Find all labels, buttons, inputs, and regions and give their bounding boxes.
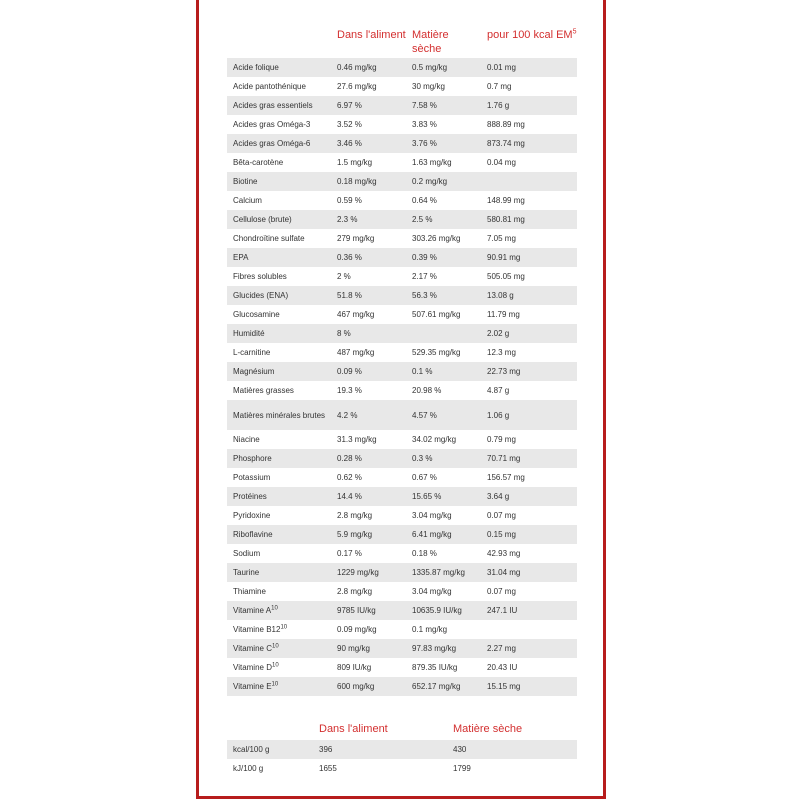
table-row xyxy=(227,430,577,449)
energy-table xyxy=(227,718,577,778)
value-dry-matter: 0.67 % xyxy=(406,468,481,487)
value-as-fed: 4.2 % xyxy=(331,400,406,430)
value-as-fed: 0.18 mg/kg xyxy=(331,172,406,191)
nutrient-name: Pyridoxine xyxy=(227,506,331,525)
footnote-ref: 10 xyxy=(280,624,288,631)
table-row xyxy=(227,153,577,172)
value-dry-matter: 0.1 mg/kg xyxy=(406,620,481,639)
nutrition-panel xyxy=(196,0,606,799)
value-as-fed: 809 IU/kg xyxy=(331,658,406,677)
value-dry-matter: 3.04 mg/kg xyxy=(406,506,481,525)
value-dry-matter: 20.98 % xyxy=(406,381,481,400)
nutrient-name: Acides gras Oméga-3 xyxy=(227,115,331,134)
footnote-ref: 10 xyxy=(271,681,279,688)
value-dry-matter: 30 mg/kg xyxy=(406,77,481,96)
value-per-100kcal: 0.01 mg xyxy=(481,58,577,77)
value-dry-matter: 0.3 % xyxy=(406,449,481,468)
value-as-fed: 6.97 % xyxy=(331,96,406,115)
value-per-100kcal: 0.7 mg xyxy=(481,77,577,96)
value-as-fed: 2 % xyxy=(331,267,406,286)
table-row xyxy=(227,601,577,620)
value-per-100kcal: 11.79 mg xyxy=(481,305,577,324)
value-dry-matter: 0.1 % xyxy=(406,362,481,381)
table-row xyxy=(227,525,577,544)
value-as-fed: 0.09 % xyxy=(331,362,406,381)
value-per-100kcal: 0.04 mg xyxy=(481,153,577,172)
value-per-100kcal: 1.06 g xyxy=(481,400,577,430)
nutrient-name: Potassium xyxy=(227,468,331,487)
value-as-fed: 14.4 % xyxy=(331,487,406,506)
value-dry-matter: 3.76 % xyxy=(406,134,481,153)
value-as-fed: 2.8 mg/kg xyxy=(331,506,406,525)
energy-table-body xyxy=(227,740,577,778)
nutrient-name: Taurine xyxy=(227,563,331,582)
table-row xyxy=(227,134,577,153)
value-per-100kcal: 7.05 mg xyxy=(481,229,577,248)
nutrient-name: Protéines xyxy=(227,487,331,506)
value-dry-matter: 1335.87 mg/kg xyxy=(406,563,481,582)
table-row xyxy=(227,506,577,525)
header-footnote: 5 xyxy=(572,28,577,36)
value-per-100kcal: 13.08 g xyxy=(481,286,577,305)
energy-row xyxy=(227,759,577,778)
header-per-100kcal: pour 100 kcal $EM^5$ xyxy=(487,28,577,41)
value-per-100kcal: 90.91 mg xyxy=(481,248,577,267)
table-row xyxy=(227,172,577,191)
value-dry-matter: 529.35 mg/kg xyxy=(406,343,481,362)
value-as-fed: 0.62 % xyxy=(331,468,406,487)
table-row xyxy=(227,77,577,96)
value-dry-matter: 879.35 IU/kg xyxy=(406,658,481,677)
value-dry-matter: 507.61 mg/kg xyxy=(406,305,481,324)
value-dry-matter: 3.83 % xyxy=(406,115,481,134)
value-dry-matter: 652.17 mg/kg xyxy=(406,677,481,696)
value-as-fed: 90 mg/kg xyxy=(331,639,406,658)
value-as-fed: 19.3 % xyxy=(331,381,406,400)
value-as-fed: 2.3 % xyxy=(331,210,406,229)
value-per-100kcal: 0.79 mg xyxy=(481,430,577,449)
value-as-fed: 3.46 % xyxy=(331,134,406,153)
table-row xyxy=(227,544,577,563)
nutrient-name: Biotine xyxy=(227,172,331,191)
table-row xyxy=(227,449,577,468)
value-per-100kcal: 505.05 mg xyxy=(481,267,577,286)
nutrient-name: Niacine xyxy=(227,430,331,449)
value-as-fed: 5.9 mg/kg xyxy=(331,525,406,544)
value-per-100kcal: 22.73 mg xyxy=(481,362,577,381)
value-dry-matter: 34.02 mg/kg xyxy=(406,430,481,449)
footnote-ref: 10 xyxy=(271,643,279,650)
value-dry-matter: 7.58 % xyxy=(406,96,481,115)
value-per-100kcal: 31.04 mg xyxy=(481,563,577,582)
value-per-100kcal: 2.02 g xyxy=(481,324,577,343)
value-dry-matter: 0.18 % xyxy=(406,544,481,563)
energy-dry-matter: 1799 xyxy=(453,764,471,773)
value-as-fed: 600 mg/kg xyxy=(331,677,406,696)
energy-header-name xyxy=(227,718,313,740)
header-as-fed: Dans l'aliment xyxy=(337,29,406,41)
table-row xyxy=(227,563,577,582)
value-as-fed: 0.28 % xyxy=(331,449,406,468)
nutrient-name: Chondroïtine sulfate xyxy=(227,229,331,248)
value-per-100kcal: 2.27 mg xyxy=(481,639,577,658)
energy-header-dry-matter: Matière sèche xyxy=(453,723,523,735)
value-per-100kcal: 42.93 mg xyxy=(481,544,577,563)
footnote-ref: 10 xyxy=(271,662,279,669)
table-row xyxy=(227,96,577,115)
value-as-fed: 2.8 mg/kg xyxy=(331,582,406,601)
header-name xyxy=(227,0,331,58)
value-as-fed: 8 % xyxy=(331,324,406,343)
value-as-fed: 0.09 mg/kg xyxy=(331,620,406,639)
nutrient-name: Riboflavine xyxy=(227,525,331,544)
table-row xyxy=(227,305,577,324)
value-as-fed: 31.3 mg/kg xyxy=(331,430,406,449)
value-dry-matter: 10635.9 IU/kg xyxy=(406,601,481,620)
value-dry-matter: 1.63 mg/kg xyxy=(406,153,481,172)
value-dry-matter: 303.26 mg/kg xyxy=(406,229,481,248)
table-row xyxy=(227,58,577,77)
value-dry-matter xyxy=(406,324,481,343)
nutrient-name: Acide pantothénique xyxy=(227,77,331,96)
nutrient-name: Vitamine $E^{10}$ xyxy=(227,677,331,696)
value-per-100kcal: 156.57 mg xyxy=(481,468,577,487)
value-dry-matter: 6.41 mg/kg xyxy=(406,525,481,544)
value-per-100kcal: 0.07 mg xyxy=(481,506,577,525)
nutrient-name: Acides gras essentiels xyxy=(227,96,331,115)
value-per-100kcal: 0.07 mg xyxy=(481,582,577,601)
value-per-100kcal: 12.3 mg xyxy=(481,343,577,362)
energy-unit: kJ/100 g xyxy=(233,764,264,773)
value-dry-matter: 2.17 % xyxy=(406,267,481,286)
value-as-fed: 0.59 % xyxy=(331,191,406,210)
nutrient-name: Vitamine $D^{10}$ xyxy=(227,658,331,677)
value-as-fed: 27.6 mg/kg xyxy=(331,77,406,96)
value-dry-matter: 97.83 mg/kg xyxy=(406,639,481,658)
nutrient-name: Glucides (ENA) xyxy=(227,286,331,305)
nutrient-name: Acide folique xyxy=(227,58,331,77)
nutrient-name: Vitamine $A^{10}$ xyxy=(227,601,331,620)
value-per-100kcal: 70.71 mg xyxy=(481,449,577,468)
value-as-fed: 487 mg/kg xyxy=(331,343,406,362)
energy-header-as-fed: Dans l'aliment xyxy=(319,723,388,735)
nutrient-name: Humidité xyxy=(227,324,331,343)
nutrient-name: Phosphore xyxy=(227,449,331,468)
value-as-fed: 0.46 mg/kg xyxy=(331,58,406,77)
nutrient-table-body xyxy=(227,58,577,696)
value-dry-matter: 0.39 % xyxy=(406,248,481,267)
nutrient-name: L-carnitine xyxy=(227,343,331,362)
energy-table-header xyxy=(227,718,577,740)
value-dry-matter: 0.2 mg/kg xyxy=(406,172,481,191)
value-per-100kcal: 247.1 IU xyxy=(481,601,577,620)
footnote-ref: 10 xyxy=(271,605,278,612)
value-per-100kcal: 4.87 g xyxy=(481,381,577,400)
table-row xyxy=(227,324,577,343)
table-row xyxy=(227,286,577,305)
value-per-100kcal xyxy=(481,620,577,639)
nutrient-name: Glucosamine xyxy=(227,305,331,324)
nutrient-name: Matières grasses xyxy=(227,381,331,400)
value-as-fed: 1.5 mg/kg xyxy=(331,153,406,172)
energy-row xyxy=(227,740,577,759)
energy-as-fed: 1655 xyxy=(319,764,337,773)
value-per-100kcal: 148.99 mg xyxy=(481,191,577,210)
table-row xyxy=(227,487,577,506)
nutrient-name: Sodium xyxy=(227,544,331,563)
table-row xyxy=(227,362,577,381)
value-dry-matter: 0.64 % xyxy=(406,191,481,210)
value-dry-matter: 4.57 % xyxy=(406,400,481,430)
nutrient-name: Matières minérales brutes xyxy=(227,400,331,430)
value-per-100kcal: 1.76 g xyxy=(481,96,577,115)
value-dry-matter: 0.5 mg/kg xyxy=(406,58,481,77)
nutrient-name: Bêta-carotène xyxy=(227,153,331,172)
nutrient-name: Fibres solubles xyxy=(227,267,331,286)
value-dry-matter: 3.04 mg/kg xyxy=(406,582,481,601)
nutrient-table xyxy=(227,0,577,696)
value-per-100kcal: 580.81 mg xyxy=(481,210,577,229)
table-row xyxy=(227,677,577,696)
table-row xyxy=(227,115,577,134)
nutrient-name: Cellulose (brute) xyxy=(227,210,331,229)
table-row xyxy=(227,582,577,601)
table-row xyxy=(227,620,577,639)
value-as-fed: 51.8 % xyxy=(331,286,406,305)
nutrient-name: Vitamine $B12^{10}$ xyxy=(227,620,331,639)
table-row xyxy=(227,658,577,677)
nutrient-name: Vitamine $C^{10}$ xyxy=(227,639,331,658)
nutrition-content xyxy=(227,0,577,778)
table-row xyxy=(227,343,577,362)
value-per-100kcal: 888.89 mg xyxy=(481,115,577,134)
value-per-100kcal: 15.15 mg xyxy=(481,677,577,696)
table-row xyxy=(227,639,577,658)
table-row xyxy=(227,468,577,487)
nutrient-name: Thiamine xyxy=(227,582,331,601)
value-dry-matter: 15.65 % xyxy=(406,487,481,506)
table-row xyxy=(227,210,577,229)
value-as-fed: 9785 IU/kg xyxy=(331,601,406,620)
header-dry-matter: Matière sèche xyxy=(412,29,449,55)
value-per-100kcal: 20.43 IU xyxy=(481,658,577,677)
value-dry-matter: 2.5 % xyxy=(406,210,481,229)
nutrient-name: Calcium xyxy=(227,191,331,210)
value-per-100kcal: 873.74 mg xyxy=(481,134,577,153)
value-per-100kcal xyxy=(481,172,577,191)
value-as-fed: 467 mg/kg xyxy=(331,305,406,324)
nutrient-table-header xyxy=(227,0,577,58)
value-dry-matter: 56.3 % xyxy=(406,286,481,305)
value-as-fed: 3.52 % xyxy=(331,115,406,134)
table-row xyxy=(227,191,577,210)
table-row xyxy=(227,248,577,267)
nutrient-name: EPA xyxy=(227,248,331,267)
energy-as-fed: 396 xyxy=(313,740,447,759)
energy-dry-matter: 430 xyxy=(447,740,577,759)
table-row xyxy=(227,381,577,400)
value-per-100kcal: 0.15 mg xyxy=(481,525,577,544)
value-as-fed: 279 mg/kg xyxy=(331,229,406,248)
value-as-fed: 1229 mg/kg xyxy=(331,563,406,582)
nutrient-name: Magnésium xyxy=(227,362,331,381)
value-as-fed: 0.36 % xyxy=(331,248,406,267)
energy-unit: kcal/100 g xyxy=(227,740,313,759)
table-row xyxy=(227,267,577,286)
nutrient-name: Acides gras Oméga-6 xyxy=(227,134,331,153)
value-as-fed: 0.17 % xyxy=(331,544,406,563)
table-row xyxy=(227,400,577,430)
value-per-100kcal: 3.64 g xyxy=(481,487,577,506)
table-row xyxy=(227,229,577,248)
